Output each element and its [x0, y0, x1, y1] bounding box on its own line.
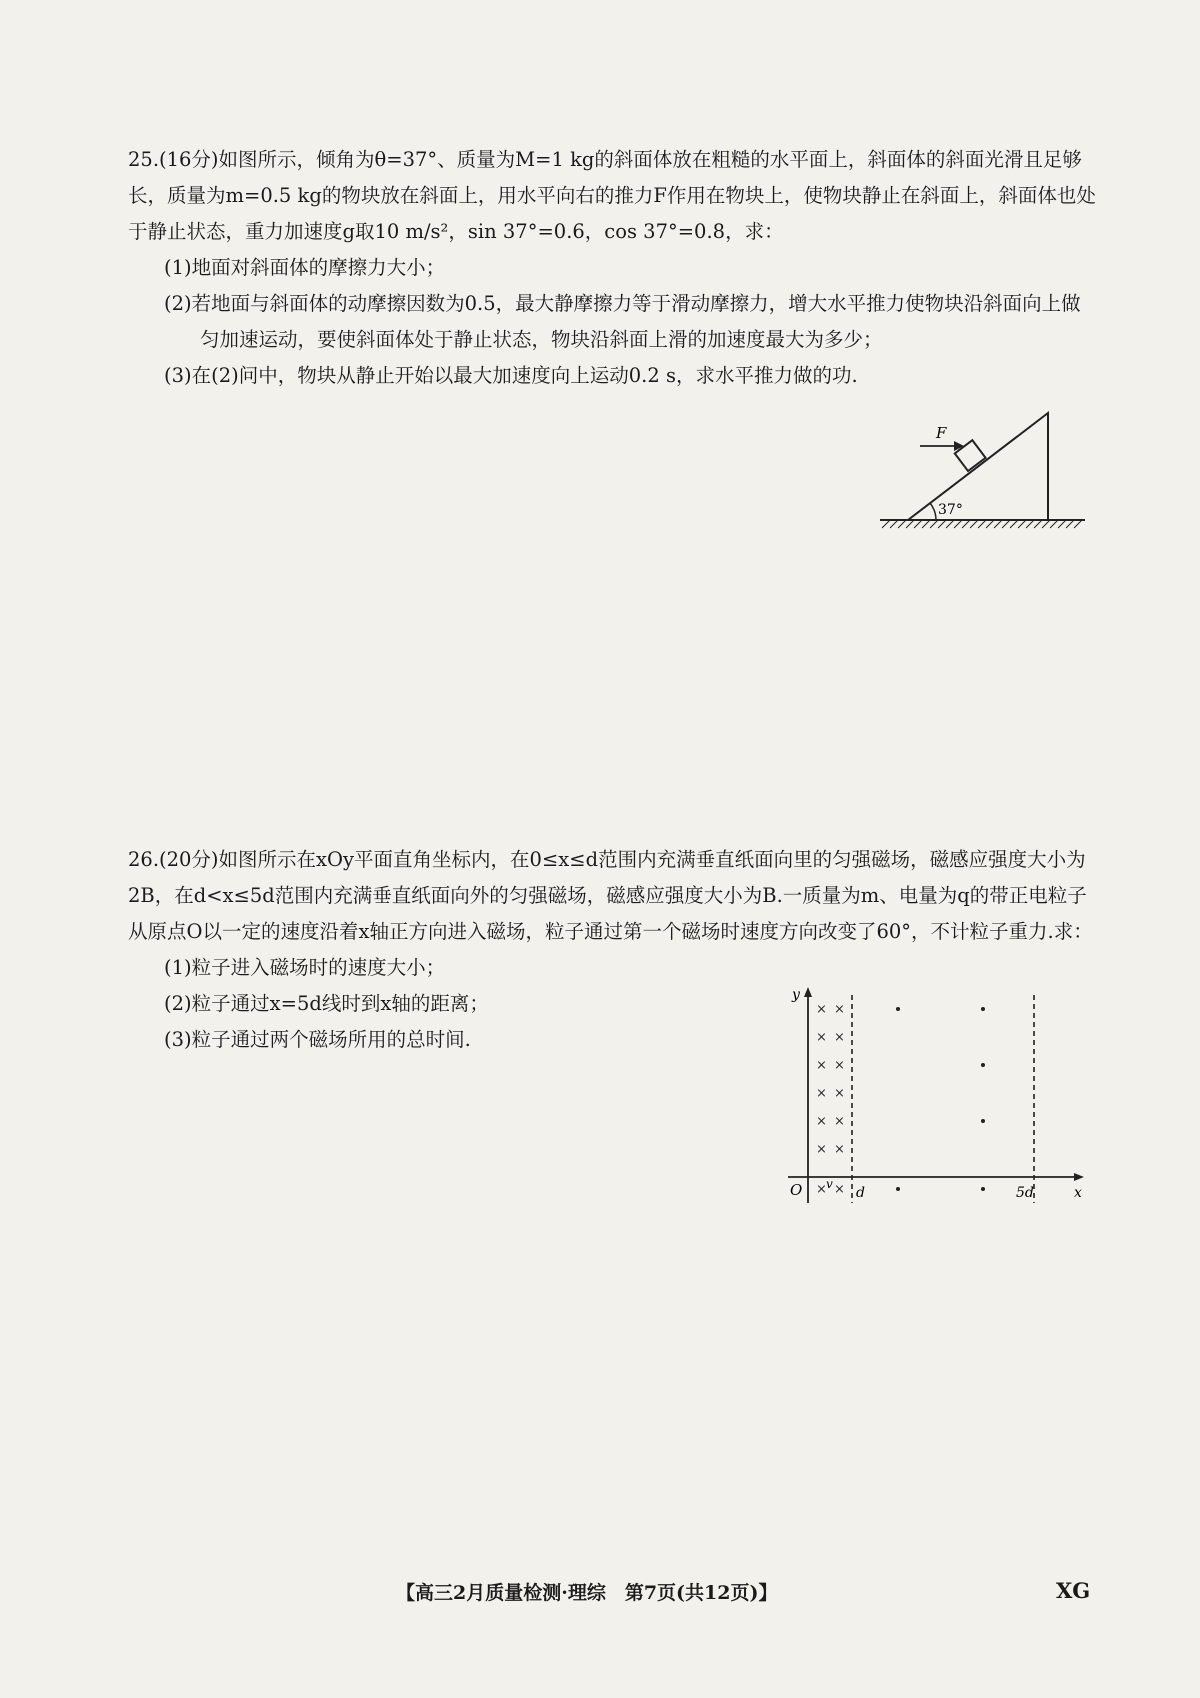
svg-text:×: × — [834, 1002, 845, 1017]
svg-text:×: × — [816, 1114, 827, 1129]
x-axis-arrow — [1074, 1173, 1084, 1181]
svg-text:×: × — [834, 1182, 845, 1197]
footer-title: 【高三2月质量检测·理综 第7页(共12页)】 — [396, 1582, 778, 1604]
d-label: d — [856, 1185, 865, 1201]
svg-text:×: × — [816, 1182, 827, 1197]
question-25-part-1: (1)地面对斜面体的摩擦力大小； — [164, 256, 446, 279]
question-25-part-2: (2)若地面与斜面体的动摩擦因数为0.5，最大静摩擦力等于滑动摩擦力，增大水平推力使物块沿斜面向上做匀加速运动，要使斜面体处于静止状态，物块沿斜面上滑的加速度最大为多少； — [164, 292, 1081, 351]
svg-text:×: × — [816, 1086, 827, 1101]
x-axis-label: x — [1074, 1185, 1082, 1201]
field-into-page-crosses — [816, 1002, 845, 1197]
field-out-of-page-dots — [896, 1007, 985, 1191]
velocity-label: v — [826, 1177, 833, 1191]
angle-arc — [930, 503, 936, 520]
five-d-label: 5d — [1016, 1185, 1034, 1201]
y-axis-arrow — [804, 987, 812, 997]
svg-text:×: × — [834, 1114, 845, 1129]
force-label: F — [936, 424, 947, 442]
svg-text:×: × — [816, 1030, 827, 1045]
footer-code: XG — [1056, 1578, 1091, 1603]
svg-text:×: × — [834, 1086, 845, 1101]
incline-block — [908, 413, 1048, 520]
magnetic-field-diagram — [788, 985, 1090, 1210]
question-26-stem: 26.(20分)如图所示在xOy平面直角坐标内，在0≤x≤d范围内充满垂直纸面向里的匀强磁场，磁感应强度大小为2B，在d<x≤5d范围内充满垂直纸面向外的匀强磁场，磁感应强度大小为B.一质量为m、电量为q的带正电粒子从原点O以一定的速度沿着x轴正方向进入磁场，粒子通过第一个磁场时速度方向改变了60°，不计粒子重力.求： — [128, 848, 1093, 943]
svg-text:×: × — [816, 1142, 827, 1157]
question-25-stem: 25.(16分)如图所示，倾角为θ=37°、质量为M=1 kg的斜面体放在粗糙的水平面上，斜面体的斜面光滑且足够长，质量为m=0.5 kg的物块放在斜面上，用水平向右的推力F作用在物块上，使物块静止在斜面上，斜面体也处于静止状态，重力加速度g取10 m/s²，sin 37°=0.6，cos 37°=0.8，求： — [128, 148, 1096, 243]
origin-label: O — [790, 1181, 803, 1199]
svg-text:×: × — [816, 1002, 827, 1017]
incline-diagram — [880, 405, 1090, 540]
ground-hatching — [882, 520, 1082, 528]
question-26-part-1: (1)粒子进入磁场时的速度大小； — [164, 956, 446, 979]
question-26-part-3: (3)粒子通过两个磁场所用的总时间. — [164, 1028, 471, 1051]
question-26-part-2: (2)粒子通过x=5d线时到x轴的距离； — [164, 992, 489, 1015]
svg-text:×: × — [834, 1058, 845, 1073]
question-25-part-3: (3)在(2)问中，物块从静止开始以最大加速度向上运动0.2 s，求水平推力做的功. — [164, 364, 858, 387]
y-axis-label: y — [792, 987, 800, 1003]
svg-text:×: × — [816, 1058, 827, 1073]
svg-text:×: × — [834, 1142, 845, 1157]
question-25 — [128, 142, 1100, 394]
svg-text:×: × — [834, 1030, 845, 1045]
angle-label: 37° — [938, 502, 963, 518]
